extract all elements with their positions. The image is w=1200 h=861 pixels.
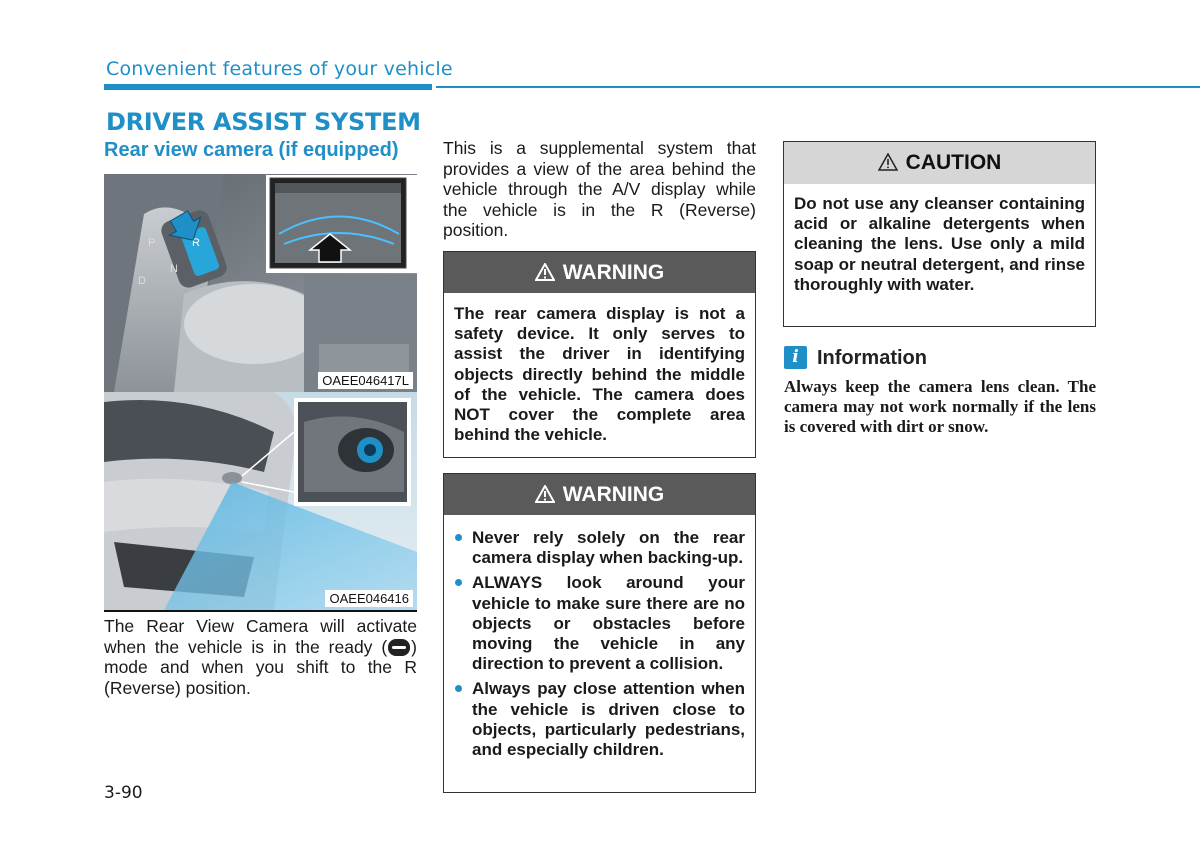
- header-rule-accent: [104, 84, 432, 90]
- warning-box: [443, 251, 756, 458]
- warning-list: [444, 515, 755, 760]
- warning-triangle-icon: [535, 263, 555, 281]
- list-item: [454, 679, 745, 760]
- info-icon: i: [784, 346, 807, 369]
- running-header: Convenient features of your vehicle: [106, 58, 453, 80]
- gear-letter-p: P: [148, 237, 156, 249]
- section-title: DRIVER ASSIST SYSTEM: [106, 108, 421, 136]
- list-item-text: Always pay close attention when the vehicle is driven close to objects, particularly pedestrians, and especially children.: [472, 679, 745, 760]
- warning-text: The rear camera display is not a safety device. It only serves to assist the driver in identifying objects directly behind the middle of the vehicle. The camera does NOT cover the complete area behind the vehicle.: [454, 304, 745, 445]
- caution-header: [784, 142, 1095, 184]
- information-title: Information: [817, 347, 927, 369]
- gear-letter-n: N: [170, 263, 178, 275]
- bullet-icon: [455, 685, 462, 692]
- list-item-text: Never rely solely on the rear camera display when backing-up.: [472, 528, 745, 568]
- caution-triangle-icon: [878, 153, 898, 171]
- warning-box: [443, 473, 756, 793]
- list-item: [454, 528, 745, 568]
- caution-box: [783, 141, 1096, 327]
- information-text: Always keep the camera lens clean. The camera may not work normally if the lens is covered with dirt or snow.: [784, 377, 1096, 437]
- description-paragraph: This is a supplemental system that provides a view of the area behind the vehicle through the A/V display while the vehicle is in the R (Reverse) position.: [443, 138, 756, 240]
- figure-caption: OAEE046416: [325, 590, 413, 607]
- gear-selector-figure: [104, 174, 417, 394]
- page-number: 3-90: [104, 783, 143, 803]
- activation-paragraph: [104, 616, 417, 698]
- warning-header: [444, 474, 755, 515]
- ready-indicator-icon: [388, 639, 410, 656]
- header-rule: [436, 86, 1200, 88]
- list-item: [454, 573, 745, 674]
- caution-title: CAUTION: [905, 151, 1002, 174]
- gear-letter-d: D: [138, 275, 146, 287]
- figure-caption: OAEE046417L: [318, 372, 413, 389]
- bullet-icon: [455, 579, 462, 586]
- warning-title: WARNING: [562, 261, 665, 284]
- bullet-icon: [455, 534, 462, 541]
- warning-triangle-icon: [535, 485, 555, 503]
- warning-header: [444, 252, 755, 293]
- caution-text: Do not use any cleanser containing acid or alkaline detergents when cleaning the lens. Use only a mild soap or neutral detergent, and rinse thoroughly with water.: [794, 194, 1085, 294]
- paragraph-text: ) mode and when you shift to the R (Reverse) position.: [104, 636, 417, 698]
- paragraph-text: The Rear View Camera will activate when the vehicle is in the ready (: [104, 616, 417, 657]
- subsection-title: Rear view camera (if equipped): [104, 139, 399, 161]
- gear-letter-r: R: [192, 237, 200, 249]
- list-item-text: ALWAYS look around your vehicle to make sure there are no objects or obstacles before moving the vehicle in any direction to prevent a collision.: [472, 573, 745, 674]
- rear-camera-figure: [104, 392, 417, 612]
- warning-title: WARNING: [562, 483, 665, 506]
